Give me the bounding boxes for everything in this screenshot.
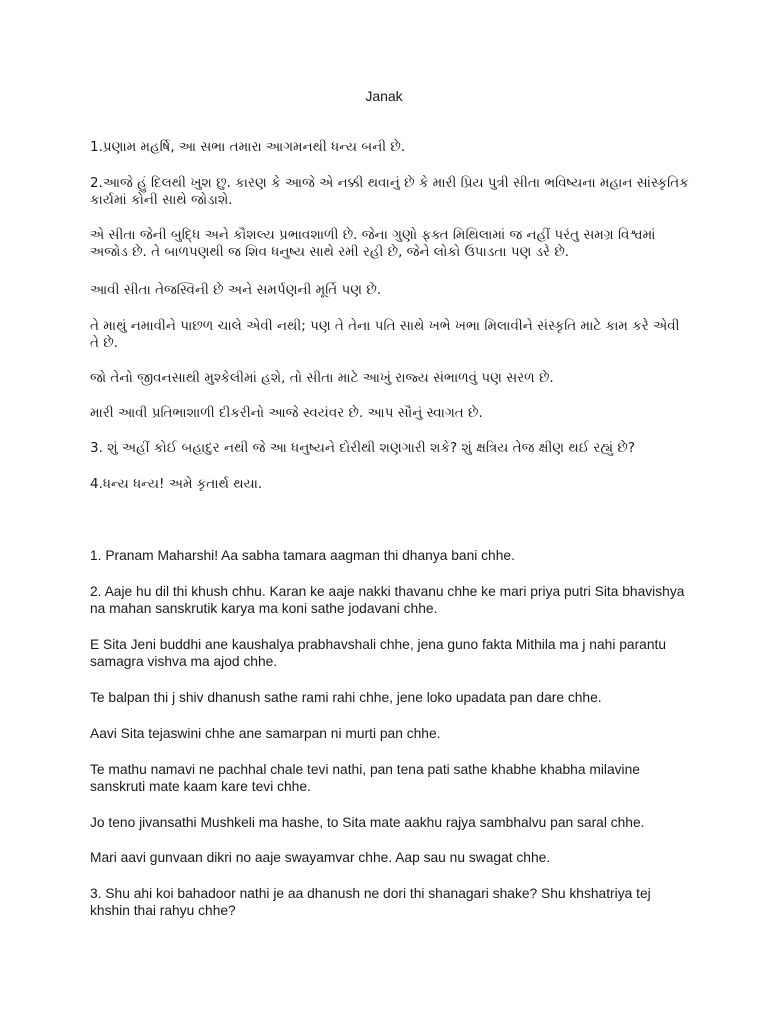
english-paragraph-7: Jo teno jivansathi Mushkeli ma hashe, to Sita mate aakhu rajya sambhalvu pan saral chhe. <box>90 815 645 830</box>
gujarati-paragraph-4: આવી સીતા તેજસ્વિની છે અને સમર્પણની મૂર્તિ પણ છે. <box>90 282 382 298</box>
gujarati-paragraph-1: 1.પ્રણામ મહર્ષિ, આ સભા તમારા આગમનથી ધન્ય બની છે. <box>90 139 406 155</box>
english-paragraph-6: Te mathu namavi ne pachhal chale tevi nathi, pan tena pati sathe khabhe khabha milavine sanskruti mate kaam kare tevi chhe. <box>90 762 640 794</box>
english-paragraph-8: Mari aavi gunvaan dikri no aaje swayamvar chhe. Aap sau nu swagat chhe. <box>90 850 551 865</box>
gujarati-paragraph-8: 3. શું અહીં કોઈ બહાદુર નથી જે આ ધનુષ્યને દોરીથી શણગારી શકે? શું ક્ષત્રિય તેજ ક્ષીણ થઈ રહ્યું છે? <box>90 440 636 456</box>
gujarati-paragraph-7: મારી આવી પ્રતિભાશાળી દીકરીનો આજે સ્વયંવર છે. આપ સૌનું સ્વાગત છે. <box>90 405 483 421</box>
english-paragraph-5: Aavi Sita tejaswini chhe ane samarpan ni murti pan chhe. <box>90 726 441 741</box>
english-paragraph-9: 3. Shu ahi koi bahadoor nathi je aa dhanush ne dori thi shanagari shake? Shu khshatriya tej khshin thai rahyu chhe? <box>90 886 651 918</box>
gujarati-paragraph-3: એ સીતા જેની બુદ્ધિ અને કૌશલ્ય પ્રભાવશાળી છે. જેના ગુણો ફક્ત મિથિલામાં જ નહીં પરંતુ સમગ્ર વિશ્વમાં અજોડ છે. તે બાળપણથી જ શિવ ધનુષ્ય સાથે રમી રહી છે, જેને લોકો ઉપાડતા પણ ડરે છે. <box>90 227 656 260</box>
english-paragraph-2: 2. Aaje hu dil thi khush chhu. Karan ke aaje nakki thavanu chhe ke mari priya putri Sita bhavishya na mahan sanskrutik karya ma koni sathe jodavani chhe. <box>90 584 685 616</box>
document-title: Janak <box>365 88 403 104</box>
english-paragraph-3: E Sita Jeni buddhi ane kaushalya prabhavshali chhe, jena guno fakta Mithila ma j nahi parantu samagra vishva ma ajod chhe. <box>90 637 667 669</box>
english-paragraph-1: 1. Pranam Maharshi! Aa sabha tamara aagman thi dhanya bani chhe. <box>90 548 515 563</box>
english-paragraph-4: Te balpan thi j shiv dhanush sathe rami rahi chhe, jene loko upadata pan dare chhe. <box>90 690 602 705</box>
gujarati-paragraph-6: જો તેનો જીવનસાથી મુશ્કેલીમાં હશે, તો સીતા માટે આખું રાજ્ય સંભાળવું પણ સરળ છે. <box>90 370 554 386</box>
gujarati-paragraph-2: 2.આજે હું દિલથી ખુશ છુ. કારણ કે આજે એ નક્કી થવાનું છે કે મારી પ્રિય પુત્રી સીતા ભવિષ્યના મહાન સાંસ્કૃતિક કાર્યમાં કોની સાથે જોડાશે. <box>90 175 689 208</box>
gujarati-paragraph-5: તે માથું નમાવીને પાછળ ચાલે એવી નથી; પણ તે તેના પતિ સાથે ખભે ખભા મિલાવીને સંસ્કૃતિ માટે કામ કરે એવી તે છે. <box>90 318 680 351</box>
gujarati-paragraph-9: 4.ધન્ય ધન્ય! અમે કૃતાર્થ થયા. <box>90 476 263 492</box>
